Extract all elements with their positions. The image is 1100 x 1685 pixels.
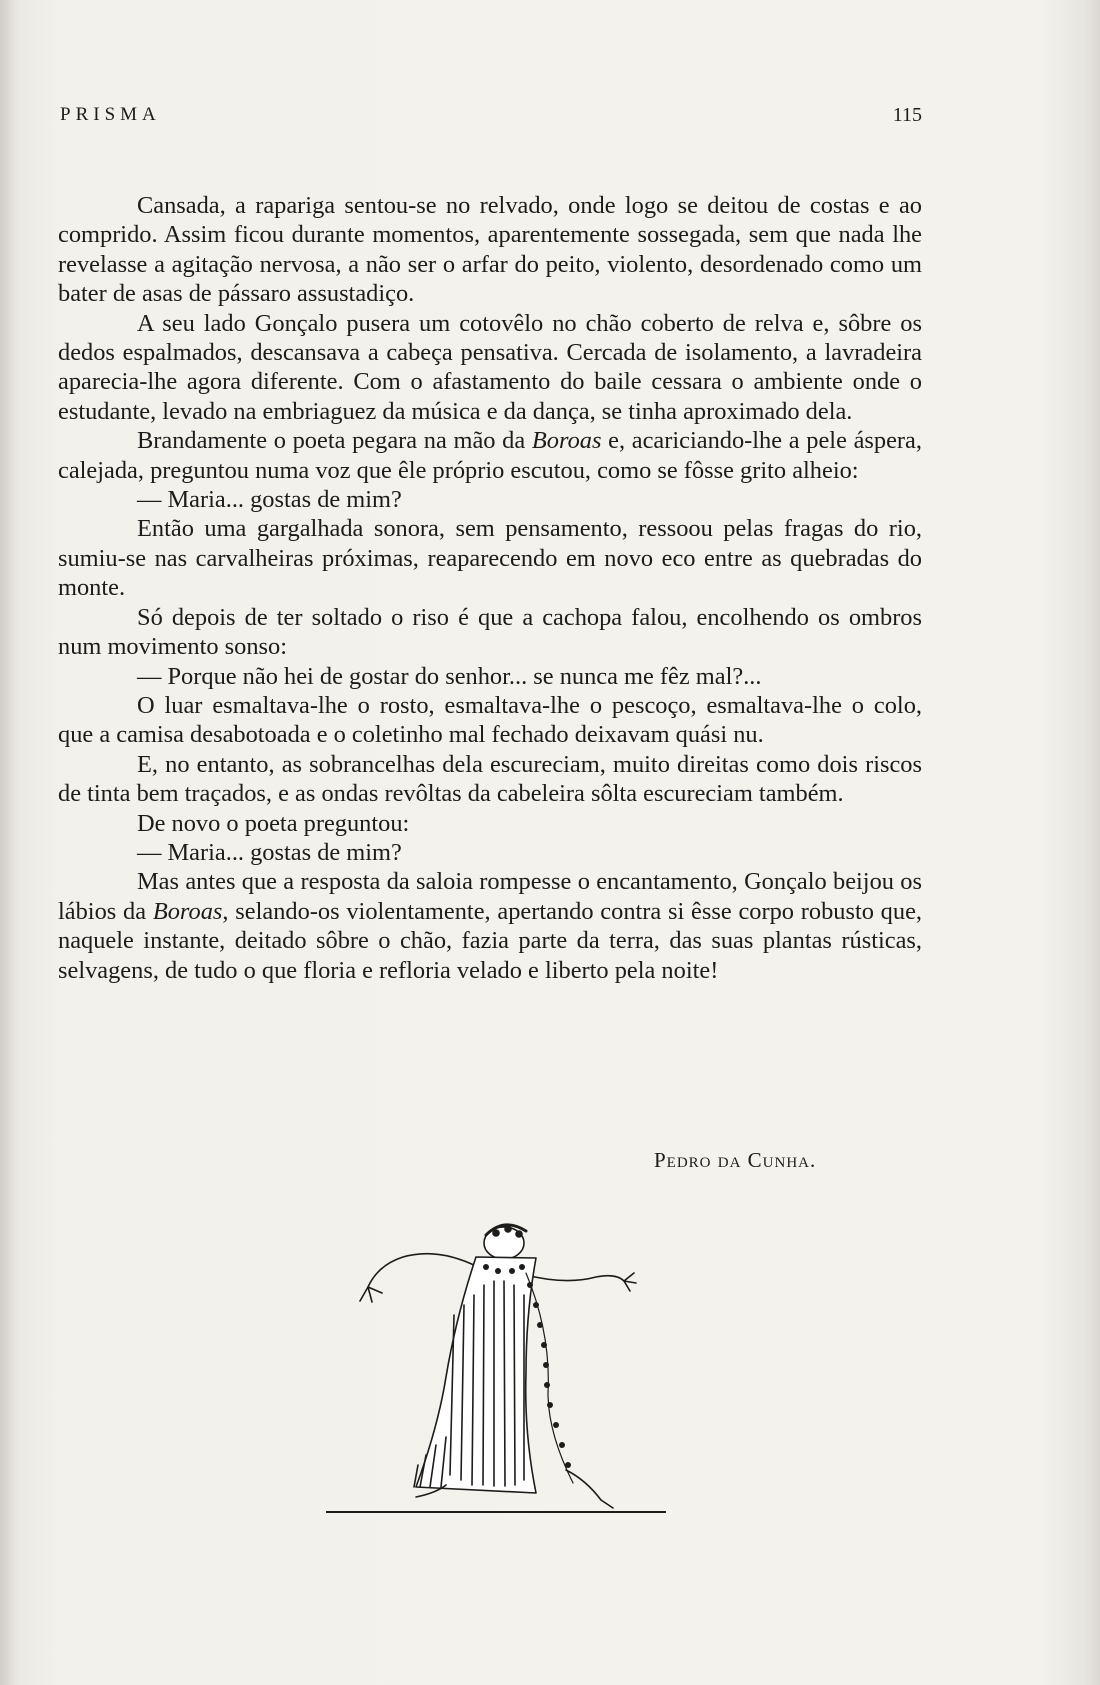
dialogue-line: — Porque não hei de gostar do senhor... se nunca me fêz mal?... xyxy=(137,662,762,690)
paragraph xyxy=(58,426,922,485)
text-span: Brandamente o poeta pegara na mão da xyxy=(137,427,532,455)
author-signature: Pedro da Cunha. xyxy=(654,1148,817,1172)
text-span: , selando-os violentamente, apertando contra si êsse corpo robusto que, naquele instante, deitado sôbre o chão, fazia parte da terra, das suas plantas rústicas, selvagens, de tudo o que floria e refloria velado e liberto pela noite! xyxy=(58,897,923,984)
italic-name: Boroas xyxy=(152,897,223,925)
article-body xyxy=(58,191,922,985)
running-title: PRISMA xyxy=(60,104,161,125)
dancing-figure-drawing xyxy=(326,1215,666,1515)
page-number: 115 xyxy=(892,104,922,126)
paragraph: Cansada, a rapariga sentou-se no relvado, onde logo se deitou de costas e ao comprido. Assim ficou durante momentos, aparentemente sossegada, sem que nada lhe revelasse a agitação nervosa, a não ser o arfar do peito, violento, desordenado como um bater de asas de pássaro assustadiço. xyxy=(58,192,922,308)
text-span: Mas antes que a resposta da saloia rompesse o encantamento, Gonçalo beijou os lábios da xyxy=(58,868,922,925)
text-span: e, acariciando-lhe a pele áspera, calejada, preguntou numa voz que êle próprio escutou, como se fôsse grito alheio: xyxy=(58,427,922,484)
paragraph: A seu lado Gonçalo pusera um cotovêlo no chão coberto de relva e, sôbre os dedos espalmados, descansava a cabeça pensativa. Cercada de isolamento, a lavradeira aparecia-lhe agora diferente. Com o afastamento do baile cessara o ambiente onde o estudante, levado na embriaguez da música e da dança, se tinha aproximado dela. xyxy=(58,309,922,425)
paragraph: Só depois de ter soltado o riso é que a cachopa falou, encolhendo os ombros num movimento sonso: xyxy=(58,603,922,661)
dancer-illustration xyxy=(326,1215,666,1515)
paragraph: O luar esmaltava-lhe o rosto, esmaltava-lhe o pescoço, esmaltava-lhe o colo, que a camisa desabotoada e o coletinho mal fechado deixavam quási nu. xyxy=(58,691,922,749)
paragraph: E, no entanto, as sobrancelhas dela escureciam, muito direitas como dois riscos de tinta bem traçados, e as ondas revôltas da cabeleira sôlta escureciam também. xyxy=(58,750,922,808)
paragraph: Então uma gargalhada sonora, sem pensamento, ressoou pelas fragas do rio, sumiu-se nas carvalheiras próximas, reaparecendo em novo eco entre as quebradas do monte. xyxy=(58,515,922,602)
italic-name: Boroas xyxy=(531,427,602,455)
page-header xyxy=(60,104,922,134)
paragraph: De novo o poeta preguntou: xyxy=(137,809,410,837)
dialogue-line: — Maria... gostas de mim? xyxy=(137,838,402,866)
dialogue-line: — Maria... gostas de mim? xyxy=(137,486,402,514)
paragraph xyxy=(58,867,922,985)
